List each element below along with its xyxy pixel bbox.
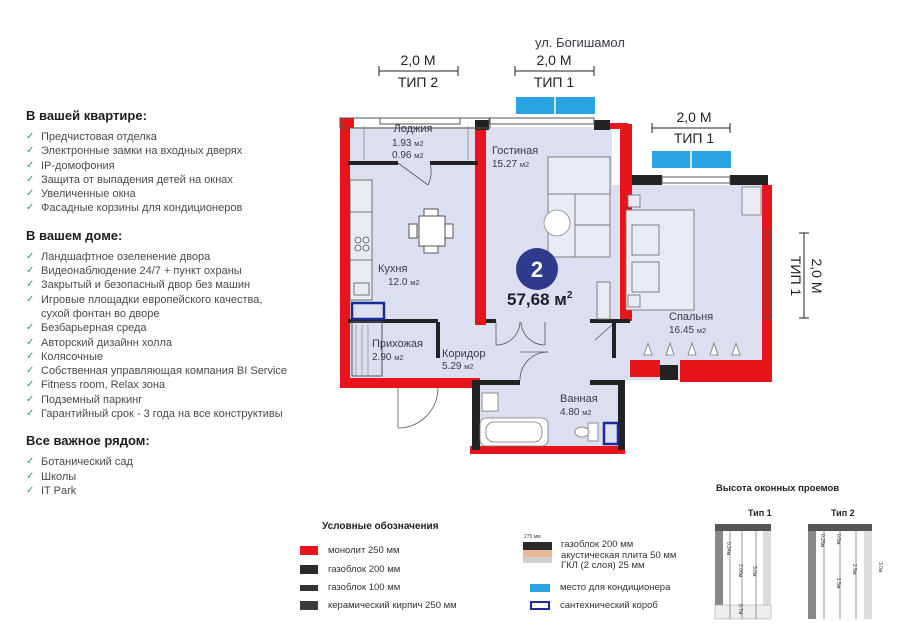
type2-dim-3: 1.5м xyxy=(835,578,841,589)
legend-brick xyxy=(300,600,457,611)
bathroom-area: 4.80 м2 xyxy=(560,407,592,418)
type1-diagram xyxy=(715,524,771,619)
loggia-area: 1.93 м2 xyxy=(392,138,424,149)
feature-text: Гарантийный срок - 3 года на все конструктивы xyxy=(41,408,283,421)
legend-swatch-plumbing xyxy=(530,601,550,610)
type1-dim-4: 3.0м xyxy=(751,566,757,577)
total-area: 57,68 $м^2$ xyxy=(507,290,573,309)
check-icon: ✓ xyxy=(26,265,35,277)
legend-swatch-ac xyxy=(530,584,550,592)
check-icon: ✓ xyxy=(26,188,35,200)
legend-label-brick: керамический кирпич 250 мм xyxy=(328,600,457,611)
type2-dim-2: 0.5м xyxy=(835,534,841,545)
window-marker-1 xyxy=(379,52,458,90)
hall-area: 2.90 м2 xyxy=(372,352,404,363)
feature-text: Подземный паркинг xyxy=(41,393,143,406)
loggia-area-2: 0.96 м2 xyxy=(392,150,424,161)
bed xyxy=(626,195,694,310)
legend-multilayer-line-2: акустическая плита 50 мм xyxy=(561,549,677,561)
legend-multilayer-line-1: газоблок 200 мм xyxy=(561,539,634,550)
legend-multilayer xyxy=(523,534,677,572)
coffee-table xyxy=(544,210,570,236)
window-type-4: ТИП 1 xyxy=(788,255,804,297)
feature-text: Защита от выпадения детей на окнах xyxy=(41,173,233,186)
nearby-features-title: Все важное рядом: xyxy=(26,433,150,449)
legend-label-gasblock-200: газоблок 200 мм xyxy=(328,564,401,575)
feature-text: Предчистовая отделка xyxy=(41,131,157,143)
feature-text: Безбарьерная среда xyxy=(41,322,147,335)
check-icon: ✓ xyxy=(26,336,35,348)
feature-text: Электронные замки на входных дверях xyxy=(41,145,243,158)
entrance-door xyxy=(398,388,438,428)
apartment-features-title: В вашей квартире: xyxy=(26,108,147,123)
type2-dim-5: 3.0м xyxy=(877,562,883,573)
legend-ac xyxy=(530,582,670,593)
feature-text: Собственная управляющая компания BI Service xyxy=(41,365,288,378)
check-icon: ✓ xyxy=(26,484,35,496)
check-icon: ✓ xyxy=(26,470,35,482)
type1-dim-1: 0.24м xyxy=(725,542,731,556)
feature-text: Видеонаблюдение 24/7 + пункт охраны xyxy=(41,265,242,278)
house-features-title: В вашем доме: xyxy=(26,227,123,243)
legend-gasblock-200 xyxy=(300,564,400,575)
legend-swatch-brick xyxy=(300,601,318,610)
check-icon: ✓ xyxy=(26,173,35,185)
bedroom-area: 16.45 м2 xyxy=(669,325,707,336)
feature-text: IP-домофония xyxy=(41,159,115,172)
living-area: 15.27 м2 xyxy=(492,159,530,170)
check-icon: ✓ xyxy=(26,293,35,305)
legend-label-ac: место для кондиционера xyxy=(560,582,671,593)
window-size-3: 2,0 М xyxy=(676,109,712,125)
corridor-area: 5.29 м2 xyxy=(442,361,474,372)
check-icon: ✓ xyxy=(26,365,35,377)
window-type-1: ТИП 2 xyxy=(397,74,439,90)
legend-label-monolith: монолит 250 мм xyxy=(328,545,400,556)
window-marker-3 xyxy=(652,109,730,146)
legend-swatch-gasblock-200 xyxy=(300,565,318,574)
feature-text: Fitness room, Relax зона xyxy=(41,379,166,392)
room-count: 2 xyxy=(530,257,544,282)
bedroom-cabinet xyxy=(742,187,761,215)
check-icon: ✓ xyxy=(26,350,35,362)
feature-text: Колясочные xyxy=(41,350,103,363)
feature-text: IT Park xyxy=(41,484,77,497)
legend-multilayer-line-3: ГКЛ (2 слоя) 25 мм xyxy=(561,560,645,571)
check-icon: ✓ xyxy=(26,145,35,157)
check-icon: ✓ xyxy=(26,408,35,420)
check-icon: ✓ xyxy=(26,322,35,334)
corridor-name: Коридор xyxy=(442,348,486,360)
legend-plumbing xyxy=(530,600,658,611)
window-size-1: 2,0 М xyxy=(400,52,436,68)
type1-dim-2: 2.06м xyxy=(737,564,743,578)
feature-text: Школы xyxy=(41,470,77,483)
bathroom-name: Ванная xyxy=(560,393,598,405)
legend-label-plumbing: сантехнический короб xyxy=(560,600,658,611)
window-type-3: ТИП 1 xyxy=(673,130,715,146)
window-size-4: 2,0 М xyxy=(809,258,825,294)
legend-swatch-monolith xyxy=(300,546,318,555)
check-icon: ✓ xyxy=(26,456,35,468)
type1-label: Тип 1 xyxy=(748,508,772,518)
check-icon: ✓ xyxy=(26,131,35,142)
type1-dim-3: 0.7м xyxy=(737,604,743,615)
type2-label: Тип 2 xyxy=(831,508,855,518)
feature-text: Фасадные корзины для кондиционеров xyxy=(41,202,243,215)
feature-text: Авторский дизайнн холла xyxy=(41,336,173,349)
kitchen-area: 12.0 м2 xyxy=(388,277,420,288)
check-icon: ✓ xyxy=(26,202,35,214)
check-icon: ✓ xyxy=(26,279,35,291)
window-heights-diagrams xyxy=(700,500,900,630)
legend-monolith xyxy=(300,545,400,556)
kitchen-counter xyxy=(350,180,372,300)
washbasin xyxy=(482,393,498,411)
type2-diagram xyxy=(808,524,883,619)
legend-swatch-multilayer xyxy=(523,534,552,564)
check-icon: ✓ xyxy=(26,393,35,405)
feature-text: Ботанический сад xyxy=(41,456,133,469)
feature-text: Увеличенные окна xyxy=(41,188,136,201)
bedroom-name: Спальня xyxy=(669,311,714,323)
type2-dim-1: 0.25м xyxy=(819,534,825,548)
type2-dim-4: 2.5м xyxy=(851,564,857,575)
legend-multilayer-tag: 275 мм xyxy=(524,534,541,540)
window-type-2: ТИП 1 xyxy=(533,74,575,90)
window-marker-4 xyxy=(788,233,825,318)
legend-gasblock-100 xyxy=(300,582,400,593)
feature-text: Игровые площадки европейского качества, сухой фонтан во дворе xyxy=(41,293,263,320)
loggia-name: Лоджия xyxy=(393,123,433,135)
kitchen-name: Кухня xyxy=(378,263,408,275)
check-icon: ✓ xyxy=(26,379,35,391)
window-marker-2 xyxy=(515,52,594,90)
hall-name: Прихожая xyxy=(372,338,423,350)
feature-text: Закрытый и безопасный двор без машин xyxy=(41,279,251,292)
window-heights-title: Высота оконных проемов xyxy=(716,483,840,494)
check-icon: ✓ xyxy=(26,159,35,171)
bathtub xyxy=(480,418,548,446)
living-name: Гостиная xyxy=(492,145,539,157)
street-name: ул. Богишамол xyxy=(535,35,625,50)
feature-text: Ландшафтное озеленение двора xyxy=(41,250,211,263)
window-size-2: 2,0 М xyxy=(536,52,572,68)
legend-label-gasblock-100: газоблок 100 мм xyxy=(328,582,401,593)
check-icon: ✓ xyxy=(26,250,35,262)
legend-title: Условные обозначения xyxy=(322,521,439,532)
legend-swatch-gasblock-100 xyxy=(300,585,318,591)
